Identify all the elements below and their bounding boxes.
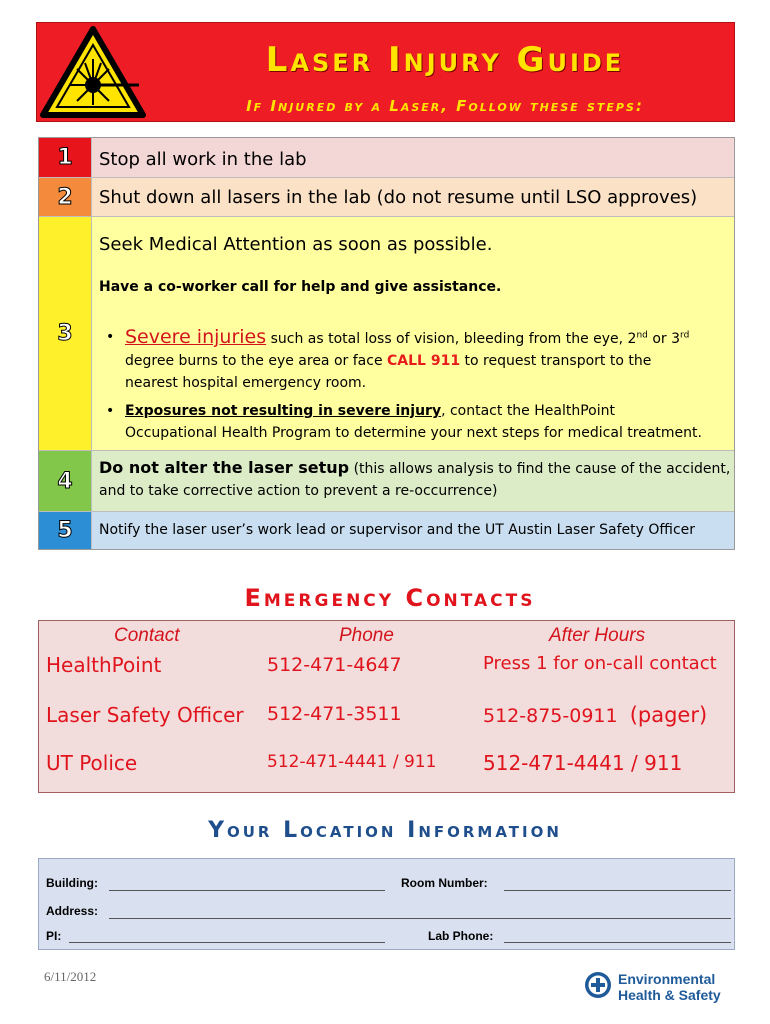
address-label: Address:: [46, 904, 99, 918]
room-number-field[interactable]: [504, 890, 731, 891]
address-field[interactable]: [109, 918, 731, 919]
step-number-1: 1: [39, 138, 92, 177]
building-label: Building:: [46, 876, 98, 890]
contact-name: UT Police: [46, 751, 138, 775]
header-banner: [36, 22, 735, 122]
emergency-contacts-title: Emergency Contacts: [244, 584, 536, 612]
step-number-3: 3: [39, 217, 92, 450]
step-number-4: 4: [39, 451, 92, 511]
page-title: Laser Injury Guide: [265, 40, 625, 80]
contact-after-hours: 512-471-4441 / 911: [483, 751, 683, 775]
header-after-hours: After Hours: [549, 625, 646, 646]
step-3: [39, 217, 734, 451]
ehs-logo-icon: [584, 971, 612, 999]
step-number-5: 5: [39, 512, 92, 549]
step-5: [39, 512, 734, 549]
contact-name: Laser Safety Officer: [46, 703, 244, 727]
pi-field[interactable]: [69, 942, 385, 943]
pi-label: PI:: [46, 929, 62, 943]
laser-warning-icon: [39, 25, 147, 121]
step-text-3: [92, 217, 734, 450]
contact-after-hours: Press 1 for on-call contact: [483, 653, 717, 674]
contact-phone: 512-471-3511: [267, 703, 402, 725]
exposure-bullet: • Exposures not resulting in severe injury, contact the HealthPoint Occupational Health Program to determine your next steps for medical treatment.: [106, 403, 702, 441]
contact-name: HealthPoint: [46, 653, 162, 677]
step-4: [39, 451, 734, 512]
contact-phone: 512-471-4441 / 911: [267, 752, 437, 772]
step-3-main: Seek Medical Attention as soon as possible.: [99, 234, 493, 255]
step-text-1: Stop all work in the lab: [92, 138, 734, 177]
step-text-5: Notify the laser user’s work lead or supervisor and the UT Austin Laser Safety Officer: [92, 512, 734, 549]
step-number-2: 2: [39, 178, 92, 216]
lab-phone-field[interactable]: [504, 942, 731, 943]
emergency-contacts-table: [38, 620, 735, 793]
location-form: [38, 858, 735, 950]
step-1: [39, 138, 734, 178]
org-name-line1: Environmental: [618, 971, 716, 987]
contact-phone: 512-471-4647: [267, 654, 402, 676]
page-subtitle: If Injured by a Laser, Follow these steps:: [246, 97, 644, 115]
document-date: 6/11/2012: [44, 969, 97, 984]
building-field[interactable]: [109, 890, 385, 891]
severe-injuries-bullet: • Severe injuries such as total loss of vision, bleeding from the eye, 2nd or 3rd degree burns to the eye area or face CALL 911 to request transport to the nearest hospital emergency room.: [106, 326, 690, 391]
org-name-line2: Health & Safety: [618, 987, 721, 1003]
room-number-label: Room Number:: [401, 876, 488, 890]
step-3-sub: Have a co-worker call for help and give assistance.: [99, 279, 502, 295]
step-text-4: Do not alter the laser setup (this allows analysis to find the cause of the accident, and to take corrective action to prevent a re-occurrence): [92, 451, 734, 511]
step-2: [39, 178, 734, 217]
step-text-2: Shut down all lasers in the lab (do not resume until LSO approves): [92, 178, 734, 216]
steps-table: [38, 137, 735, 550]
header-contact: Contact: [114, 625, 180, 646]
contact-after-hours: 512-875-0911 (pager): [483, 703, 708, 727]
lab-phone-label: Lab Phone:: [428, 929, 494, 943]
header-phone: Phone: [339, 625, 394, 646]
location-info-title: Your Location Information: [208, 818, 562, 843]
